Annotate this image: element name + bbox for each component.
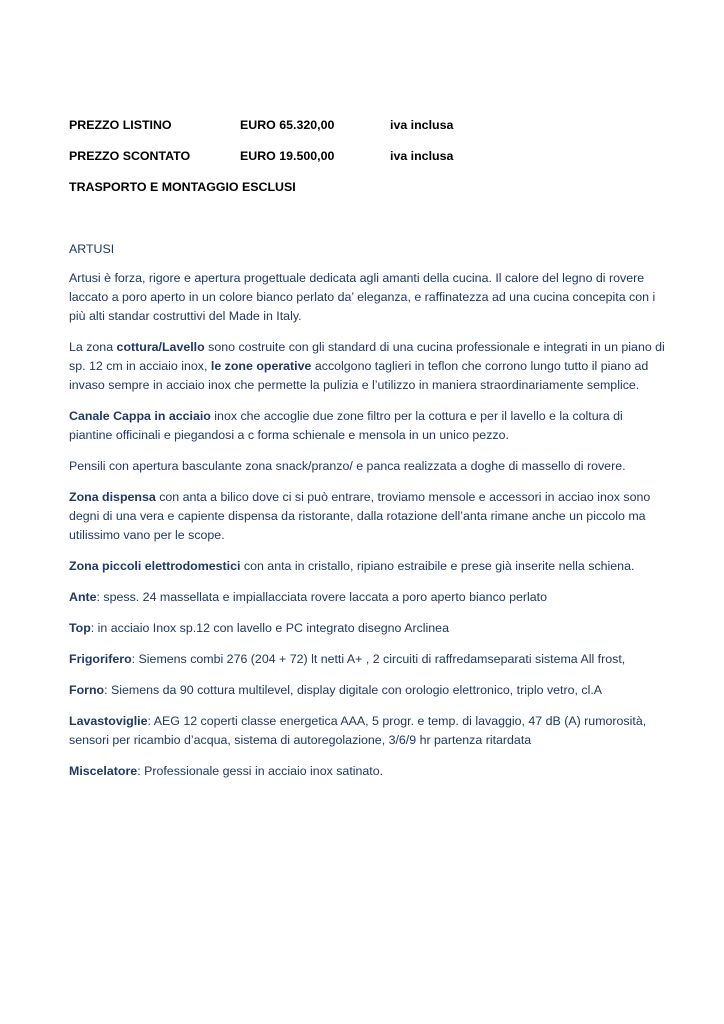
price-block	[69, 117, 669, 210]
spec-miscelatore	[69, 762, 669, 781]
cottura-bold-2: le zone operative	[210, 359, 312, 373]
spec-top	[69, 619, 669, 638]
description-body	[69, 240, 669, 793]
cappa-bold: Canale Cappa in acciaio	[69, 409, 211, 423]
cottura-text-1: La zona	[69, 340, 117, 354]
price-listino-value: EURO 65.320,00	[240, 118, 335, 132]
spec-label: Lavastoviglie	[69, 714, 148, 728]
transport-note: TRASPORTO E MONTAGGIO ESCLUSI	[69, 180, 296, 194]
spec-lavastoviglie	[69, 712, 669, 750]
spec-label: Frigorifero	[69, 652, 132, 666]
spec-label: Miscelatore	[69, 764, 138, 778]
price-scontato-row	[69, 148, 669, 179]
cottura-bold-1: cottura/Lavello	[116, 340, 205, 354]
elettrodomestici-bold: Zona piccoli elettrodomestici	[69, 559, 241, 573]
dispensa-paragraph	[69, 488, 669, 545]
spec-text: : Professionale gessi in acciaio inox satinato.	[137, 764, 384, 778]
cottura-text-3: accolgono taglieri in teflon che corrono lungo tutto il piano ad invaso sempre in acciaio inox che permette la pulizia e l’utilizzo in maniera straordinariamente semplice.	[69, 359, 649, 392]
spec-label: Ante	[69, 590, 97, 604]
price-scontato-label: PREZZO SCONTATO	[69, 149, 191, 163]
intro-paragraph: Artusi è forza, rigore e apertura progettuale dedicata agli amanti della cucina. Il calore del legno di rovere laccato a poro aperto in un colore bianco perlato da’ eleganza, e raffinatezza ad una cucina concepita con i più alti standar costruttivi del Made in Italy.	[69, 271, 656, 323]
price-listino-row	[69, 117, 669, 148]
cottura-paragraph	[69, 338, 669, 395]
cappa-paragraph	[69, 407, 669, 445]
dispensa-text: con anta a bilico dove ci si può entrare, troviamo mensole e accessori in acciao inox sono degni di una vera e capiente dispensa da ristorante, dalla rotazione dell’anta rimane anche un piccolo ma utilissimo vano per le scope.	[69, 490, 651, 542]
spec-label: Forno	[69, 683, 105, 697]
pensili-paragraph: Pensili con apertura basculante zona snack/pranzo/ e panca realizzata a doghe di massello di rovere.	[69, 459, 626, 473]
spec-text: : spess. 24 massellata e impiallacciata rovere laccata a poro aperto bianco perlato	[96, 590, 547, 604]
spec-text: : in acciaio Inox sp.12 con lavello e PC integrato disegno Arclinea	[90, 621, 449, 635]
price-listino-note: iva inclusa	[390, 118, 454, 132]
cappa-text: inox che accoglie due zone filtro per la cottura e per il lavello e la coltura di piantine officinali e piegandosi a c forma schienale e mensola in un unico pezzo.	[69, 409, 623, 442]
spec-label: Top	[69, 621, 91, 635]
price-scontato-value: EURO 19.500,00	[240, 149, 335, 163]
spec-frigorifero	[69, 650, 669, 669]
elettrodomestici-text: con anta in cristallo, ripiano estraibile e prese già inserite nella schiena.	[240, 559, 635, 573]
elettrodomestici-paragraph	[69, 557, 669, 576]
spec-text: : AEG 12 coperti classe energetica AAA, 5 progr. e temp. di lavaggio, 47 dB (A) rumorosità, sensori per ricambio d’acqua, sistema di autoregolazione, 3/6/9 hr partenza ritardata	[69, 714, 647, 747]
spec-text: : Siemens da 90 cottura multilevel, display digitale con orologio elettronico, triplo vetro, cl.A	[104, 683, 603, 697]
spec-ante	[69, 588, 669, 607]
price-scontato-note: iva inclusa	[390, 149, 454, 163]
price-listino-label: PREZZO LISTINO	[69, 118, 172, 132]
product-title: ARTUSI	[69, 242, 115, 256]
cottura-text-2: sono costruite con gli standard di una cucina professionale e integrati in un piano di sp. 12 cm in acciaio inox,	[69, 340, 665, 373]
dispensa-bold: Zona dispensa	[69, 490, 156, 504]
spec-text: : Siemens combi 276 (204 + 72) lt netti A+ , 2 circuiti di raffredamseparati sistema All frost,	[131, 652, 626, 666]
spec-forno	[69, 681, 669, 700]
